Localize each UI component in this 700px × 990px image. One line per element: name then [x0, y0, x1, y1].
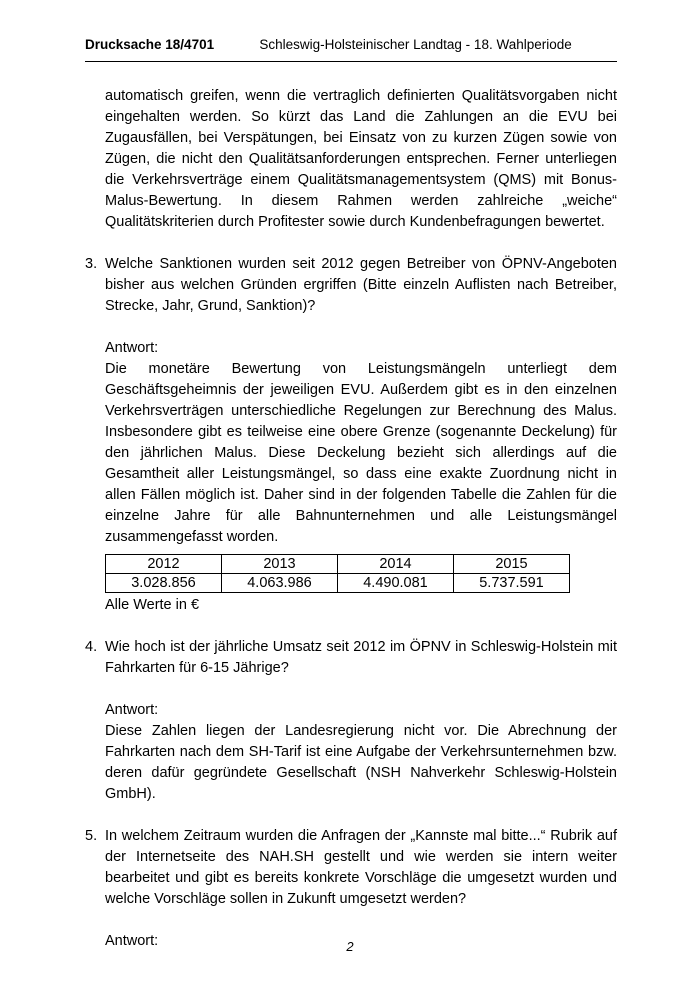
table-value-cell: 4.063.986	[222, 574, 338, 593]
document-number: Drucksache 18/4701	[85, 37, 215, 52]
question-block-4	[85, 637, 617, 805]
question-block-3	[85, 254, 617, 616]
question-number: 4.	[85, 639, 98, 655]
table-value-cell: 3.028.856	[106, 574, 222, 593]
answer-label: Antwort:	[105, 933, 159, 949]
answer-label: Antwort:	[105, 340, 159, 356]
page-footer	[0, 939, 700, 954]
table-value-row	[106, 574, 570, 593]
question-text: Welche Sanktionen wurden seit 2012 gegen Betreiber von ÖPNV-Angeboten bisher aus welchen Gründen ergriffen (Bitte einzeln Auflisten nach Betreiber, Strecke, Jahr, Grund, Sanktion)?	[105, 256, 617, 314]
sanctions-table	[105, 554, 570, 593]
intro-paragraph: automatisch greifen, wenn die vertraglich definierten Qualitätsvorgaben nicht eingehalten werden. So kürzt das Land die Zahlungen an die EVU bei Zugausfällen, bei Verspätungen, bei Einsatz von zu kurzen Zügen sowie von Zügen, die nicht den Qualitätsanforderungen entsprechen. Ferner unterliegen die Verkehrsverträge einem Qualitätsmanagementsystem (QMS) mit Bonus-Malus-Bewertung. In diesem Rahmen werden zahlreiche „weiche“ Qualitätskriterien durch Profitester sowie durch Kundenbefragungen bewertet.	[105, 88, 617, 230]
question-block-5	[85, 826, 617, 952]
table-header-cell: 2014	[338, 555, 454, 574]
answer-text: Diese Zahlen liegen der Landesregierung nicht vor. Die Abrechnung der Fahrkarten nach dem SH-Tarif ist eine Aufgabe der Verkehrsunternehmen bzw. deren dafür gegründete Gesellschaft (NSH Nahverkehr Schleswig-Holstein GmbH).	[105, 723, 617, 802]
table-header-cell: 2012	[106, 555, 222, 574]
answer-text: Die monetäre Bewertung von Leistungsmängeln unterliegt dem Geschäftsgeheimnis der jeweiligen EVU. Außerdem gibt es in den einzelnen Verkehrsverträgen unterschiedliche Regelungen zur Berechnung des Malus. Insbesondere gibt es teilweise eine obere Grenze (sogenannte Deckelung) für den jährlichen Malus. Diese Deckelung bezieht sich allerdings auf die Gesamtheit aller Leistungsmängel, so dass eine exakte Zuordnung nicht in allen Fällen möglich ist. Daher sind in der folgenden Tabelle die Zahlen für die einzelne Jahre für alle Bahnunternehmen und alle Leistungsmängel zusammengefasst worden.	[105, 361, 617, 545]
table-value-cell: 5.737.591	[454, 574, 570, 593]
answer-label: Antwort:	[105, 702, 159, 718]
page-header	[85, 36, 617, 62]
question-text: Wie hoch ist der jährliche Umsatz seit 2012 im ÖPNV in Schleswig-Holstein mit Fahrkarten für 6-15 Jährige?	[105, 639, 617, 676]
question-number: 5.	[85, 828, 98, 844]
table-header-row	[106, 555, 570, 574]
question-row	[85, 637, 617, 679]
question-number: 3.	[85, 256, 98, 272]
table-header-cell: 2013	[222, 555, 338, 574]
page-number: 2	[346, 939, 354, 954]
table-header-cell: 2015	[454, 555, 570, 574]
document-title: Schleswig-Holsteinischer Landtag - 18. Wahlperiode	[259, 37, 572, 52]
document-body	[85, 86, 617, 952]
question-text: In welchem Zeitraum wurden die Anfragen der „Kannste mal bitte...“ Rubrik auf der Internetseite des NAH.SH gestellt und wie werden sie intern weiter bearbeitet und gibt es bereits konkrete Vorschläge die umgesetzt wurden und welche Vorschläge sollen in Zukunft umgesetzt werden?	[105, 828, 617, 907]
table-value-cell: 4.490.081	[338, 574, 454, 593]
table-note: Alle Werte in €	[105, 597, 200, 613]
question-row	[85, 826, 617, 910]
question-row	[85, 254, 617, 317]
